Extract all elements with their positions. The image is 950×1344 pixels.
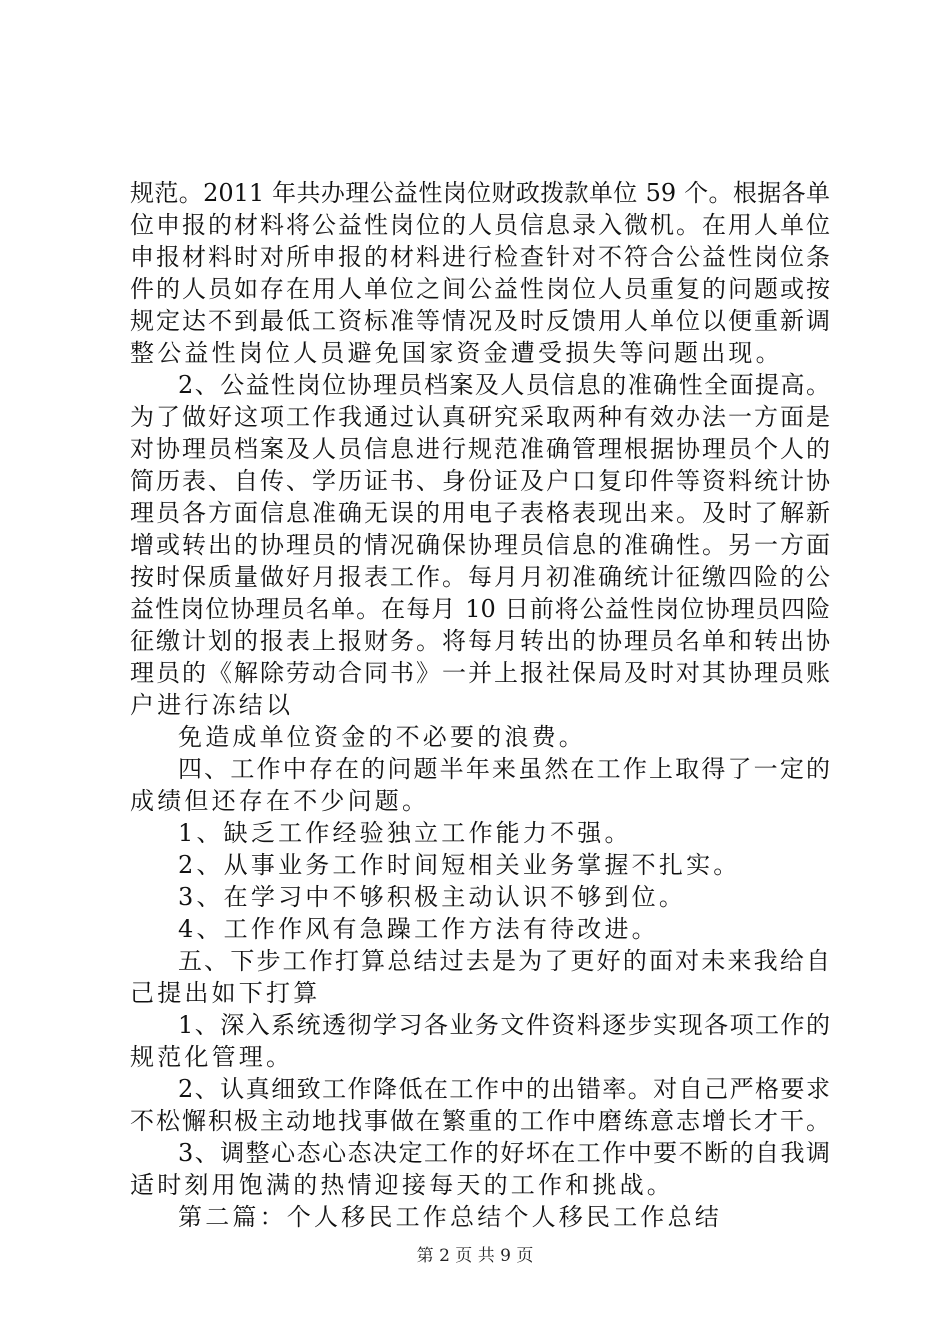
text-line: 增或转出的协理员的情况确保协理员信息的准确性。另一方面 <box>130 531 830 559</box>
text-line: 益性岗位协理员名单。在每月 10 日前将公益性岗位协理员四险 <box>130 595 830 623</box>
document-body <box>130 177 830 1233</box>
section-heading: 第二篇：个人移民工作总结个人移民工作总结 <box>178 1203 722 1231</box>
text-line: 4、工作作风有急躁工作方法有待改进。 <box>178 915 659 943</box>
text-line: 适时刻用饱满的热情迎接每天的工作和挑战。 <box>130 1171 674 1199</box>
text-line: 规范。2011 年共办理公益性岗位财政拨款单位 59 个。根据各单 <box>130 179 830 207</box>
text-line: 户进行冻结以 <box>130 691 294 719</box>
text-line: 1、缺乏工作经验独立工作能力不强。 <box>178 819 632 847</box>
text-line: 规定达不到最低工资标准等情况及时反馈用人单位以便重新调 <box>130 307 830 335</box>
text-line: 对协理员档案及人员信息进行规范准确管理根据协理员个人的 <box>130 435 830 463</box>
text-line: 五、下步工作打算总结过去是为了更好的面对未来我给自 <box>178 947 830 975</box>
text-line: 为了做好这项工作我通过认真研究采取两种有效办法一方面是 <box>130 403 830 431</box>
text-line: 1、深入系统透彻学习各业务文件资料逐步实现各项工作的 <box>178 1011 830 1039</box>
text-line: 征缴计划的报表上报财务。将每月转出的协理员名单和转出协 <box>130 627 830 655</box>
text-line: 理员的《解除劳动合同书》一并上报社保局及时对其协理员账 <box>130 659 830 687</box>
text-line: 2、认真细致工作降低在工作中的出错率。对自己严格要求 <box>178 1075 830 1103</box>
text-line: 2、公益性岗位协理员档案及人员信息的准确性全面提高。 <box>178 371 830 399</box>
text-line: 位申报的材料将公益性岗位的人员信息录入微机。在用人单位 <box>130 211 830 239</box>
text-line: 2、从事业务工作时间短相关业务掌握不扎实。 <box>178 851 741 879</box>
text-line: 简历表、自传、学历证书、身份证及户口复印件等资料统计协 <box>130 467 830 495</box>
page-number: 第 2 页 共 9 页 <box>416 1246 534 1266</box>
text-line: 四、工作中存在的问题半年来虽然在工作上取得了一定的 <box>178 755 830 783</box>
text-line: 成绩但还存在不少问题。 <box>130 787 430 815</box>
text-line: 3、调整心态心态决定工作的好坏在工作中要不断的自我调 <box>178 1139 830 1167</box>
text-line: 不松懈积极主动地找事做在繁重的工作中磨练意志增长才干。 <box>130 1107 830 1135</box>
text-line: 件的人员如存在用人单位之间公益性岗位人员重复的问题或按 <box>130 275 830 303</box>
text-line: 己提出如下打算 <box>130 979 321 1007</box>
text-line: 按时保质量做好月报表工作。每月月初准确统计征缴四险的公 <box>130 563 830 591</box>
text-line: 规范化管理。 <box>130 1043 294 1071</box>
text-line: 整公益性岗位人员避免国家资金遭受损失等问题出现。 <box>130 339 783 367</box>
text-line: 免造成单位资金的不必要的浪费。 <box>178 723 586 751</box>
text-line: 3、在学习中不够积极主动认识不够到位。 <box>178 883 687 911</box>
text-line: 申报材料时对所申报的材料进行检查针对不符合公益性岗位条 <box>130 243 830 271</box>
text-line: 理员各方面信息准确无误的用电子表格表现出来。及时了解新 <box>130 499 830 527</box>
